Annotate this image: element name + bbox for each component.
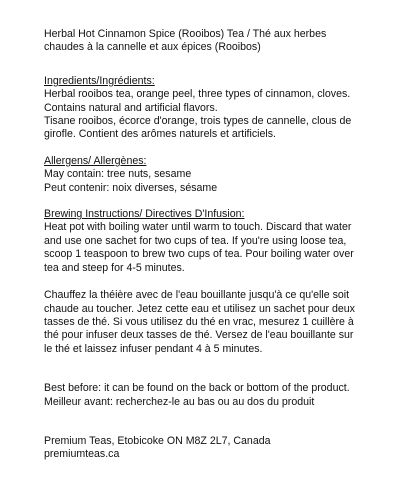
company-address: Premium Teas, Etobicoke ON M8Z 2L7, Canada — [44, 434, 271, 447]
allergens-heading: Allergens/ Allergènes: — [44, 154, 147, 167]
allergens-en: May contain: tree nuts, sesame — [44, 168, 192, 181]
ingredients-fr-line-1: Tisane rooibos, écorce d'orange, trois types de cannelle, clous de — [44, 115, 352, 128]
brewing-en-line-4: tea and steep for 4-5 minutes. — [44, 261, 185, 274]
brewing-en-line-1: Heat pot with boiling water until warm to touch. Discard that water — [44, 221, 352, 234]
brewing-fr-line-3: tasses de thé. Si vous utilisez du thé en vrac, mesurez 1 cuillère à — [44, 315, 354, 328]
best-before-fr: Meilleur avant: recherchez-le au bas ou au dos du produit — [44, 395, 315, 408]
company-website: premiumteas.ca — [44, 448, 120, 461]
brewing-fr-line-2: chaude au toucher. Jetez cette eau et utilisez un sachet pour deux — [44, 302, 355, 315]
best-before-en: Best before: it can be found on the back or bottom of the product. — [44, 382, 350, 395]
ingredients-en-line-1: Herbal rooibos tea, orange peel, three types of cinnamon, cloves. — [44, 88, 351, 101]
ingredients-en-line-2: Contains natural and artificial flavors. — [44, 101, 218, 114]
brewing-fr-line-1: Chauffez la théière avec de l'eau bouillante jusqu'à ce qu'elle soit — [44, 289, 350, 302]
brewing-en-line-3: scoop 1 teaspoon to brew two cups of tea. Pour boiling water over — [44, 248, 354, 261]
title-line-1: Herbal Hot Cinnamon Spice (Rooibos) Tea / Thé aux herbes — [44, 28, 327, 40]
ingredients-fr-line-2: girofle. Contient des arômes naturels et artificiels. — [44, 128, 276, 141]
brewing-fr-line-5: le thé et laissez infuser pendant 4 à 5 minutes. — [44, 342, 263, 355]
allergens-fr: Peut contenir: noix diverses, sésame — [44, 181, 218, 194]
ingredients-heading: Ingredients/Ingrédients: — [44, 74, 155, 87]
label-document — [44, 28, 404, 462]
brewing-fr-line-4: thé pour infuser deux tasses de thé. Versez de l'eau bouillante sur — [44, 329, 354, 342]
title-line-2: chaudes à la cannelle et aux épices (Rooibos) — [44, 41, 261, 54]
brewing-heading: Brewing Instructions/ Directives D'Infusion: — [44, 208, 245, 221]
brewing-en-line-2: and use one sachet for two cups of tea. If you're using loose tea, — [44, 234, 347, 247]
